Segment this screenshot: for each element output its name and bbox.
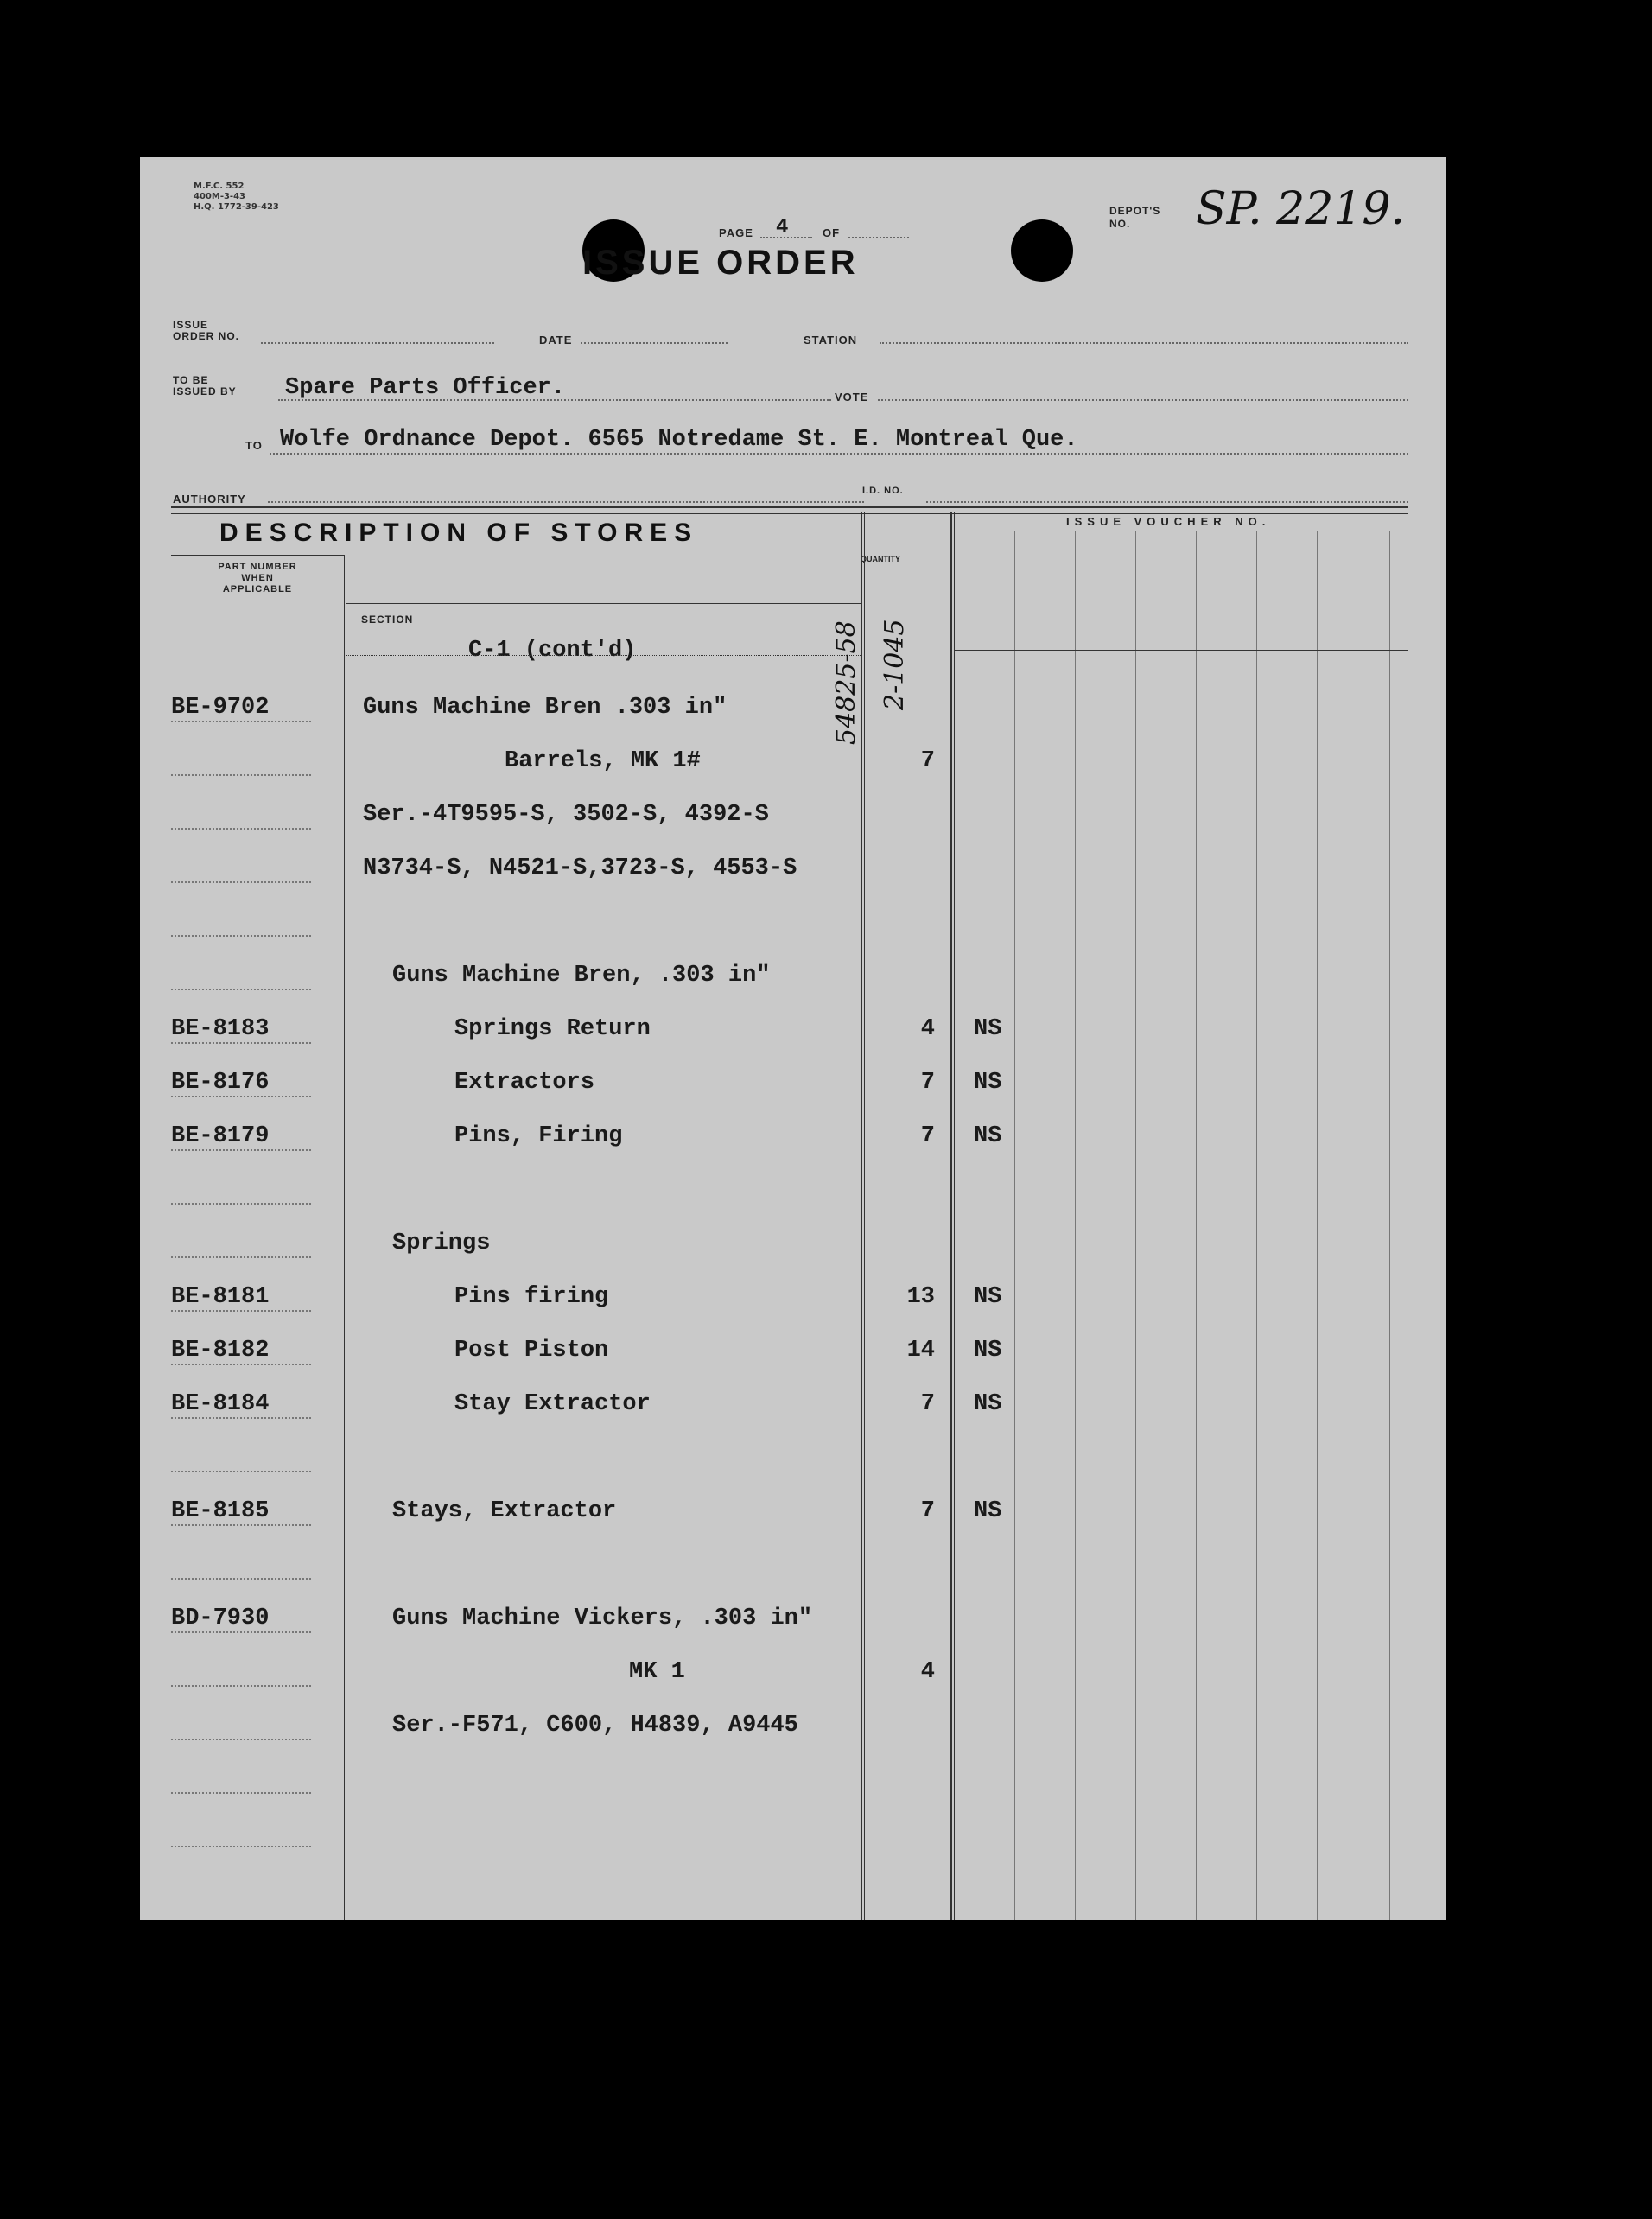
authority-label: AUTHORITY: [173, 493, 246, 505]
part-number: BE-9702: [171, 695, 270, 721]
issue-label: ISSUE: [173, 319, 209, 331]
document-title: ISSUE ORDER: [582, 244, 859, 282]
ns-code: NS: [974, 1338, 1002, 1364]
description: Stays, Extractor: [392, 1498, 617, 1524]
description: Guns Machine Vickers, .303 in": [392, 1605, 813, 1631]
description: Springs: [392, 1230, 491, 1256]
vote-label: VOTE: [835, 391, 869, 404]
to-be-label: TO BE: [173, 374, 209, 386]
description: Stay Extractor: [454, 1391, 651, 1417]
description: Post Piston: [454, 1338, 609, 1364]
ns-code: NS: [974, 1016, 1002, 1042]
form-id-line-3: H.Q. 1772-39-423: [194, 202, 279, 212]
description: MK 1: [629, 1659, 685, 1685]
punch-hole-right: [1011, 219, 1073, 282]
description: N3734-S, N4521-S,3723-S, 4553-S: [363, 855, 797, 881]
issue-order-form: [140, 157, 1446, 1920]
part-number: BE-8179: [171, 1123, 270, 1149]
part-number: BE-8181: [171, 1284, 270, 1310]
description: Extractors: [454, 1070, 595, 1096]
to-address: Wolfe Ordnance Depot. 6565 Notredame St. E. Montreal Que.: [280, 427, 1078, 453]
when-label: WHEN: [241, 573, 274, 583]
quantity: 13: [906, 1284, 935, 1310]
to-label: TO: [245, 439, 263, 452]
quantity-label: QUANTITY: [861, 555, 900, 563]
station-label: STATION: [804, 334, 858, 347]
quantity: 14: [906, 1338, 935, 1364]
page-number: 4: [776, 216, 789, 239]
ns-code: NS: [974, 1284, 1002, 1310]
part-number-header: [178, 562, 337, 595]
ns-code: NS: [974, 1070, 1002, 1096]
id-number-handwritten-1: 54825-58: [831, 620, 861, 745]
date-label: DATE: [539, 334, 573, 347]
of-label: OF: [823, 226, 841, 239]
quantity: 7: [920, 1123, 935, 1149]
description: Ser.-4T9595-S, 3502-S, 4392-S: [363, 802, 769, 828]
description: Springs Return: [454, 1016, 651, 1042]
ns-code: NS: [974, 1498, 1002, 1524]
quantity: 4: [920, 1659, 935, 1685]
part-number: BE-8185: [171, 1498, 270, 1524]
depot-label: DEPOT'S: [1109, 205, 1161, 217]
quantity: 7: [920, 1391, 935, 1417]
section-heading: C-1 (cont'd): [468, 638, 637, 664]
ns-code: NS: [974, 1391, 1002, 1417]
order-no-label: ORDER NO.: [173, 330, 240, 342]
part-number-label: PART NUMBER: [218, 562, 297, 572]
description: Pins firing: [454, 1284, 609, 1310]
quantity: 7: [920, 748, 935, 774]
quantity: 4: [920, 1016, 935, 1042]
description: Ser.-F571, C600, H4839, A9445: [392, 1713, 798, 1739]
id-number-handwritten-2: 2-1045: [880, 619, 910, 710]
applicable-label: APPLICABLE: [222, 584, 293, 594]
section-label: SECTION: [361, 614, 414, 626]
form-id-line-1: M.F.C. 552: [194, 181, 245, 191]
id-no-label: I.D. NO.: [862, 486, 904, 496]
description-of-stores-header: DESCRIPTION OF STORES: [219, 518, 699, 547]
depot-number: SP. 2219.: [1196, 183, 1405, 235]
part-number: BD-7930: [171, 1605, 270, 1631]
ns-code: NS: [974, 1123, 1002, 1149]
description: Guns Machine Bren .303 in": [363, 695, 728, 721]
part-number: BE-8184: [171, 1391, 270, 1417]
part-number: BE-8182: [171, 1338, 270, 1364]
part-number: BE-8176: [171, 1070, 270, 1096]
form-id-line-2: 400M-3-43: [194, 192, 245, 201]
quantity: 7: [920, 1070, 935, 1096]
description: Guns Machine Bren, .303 in": [392, 963, 771, 989]
issued-by-value: Spare Parts Officer.: [285, 375, 566, 401]
description: Barrels, MK 1#: [505, 748, 701, 774]
issued-by-label: ISSUED BY: [173, 385, 237, 397]
description: Pins, Firing: [454, 1123, 623, 1149]
form-identifier: [194, 181, 279, 213]
part-number: BE-8183: [171, 1016, 270, 1042]
quantity: 7: [920, 1498, 935, 1524]
page-label: PAGE: [719, 226, 753, 239]
issue-voucher-label: ISSUE VOUCHER NO.: [1066, 515, 1271, 528]
depot-no-label: NO.: [1109, 218, 1131, 230]
